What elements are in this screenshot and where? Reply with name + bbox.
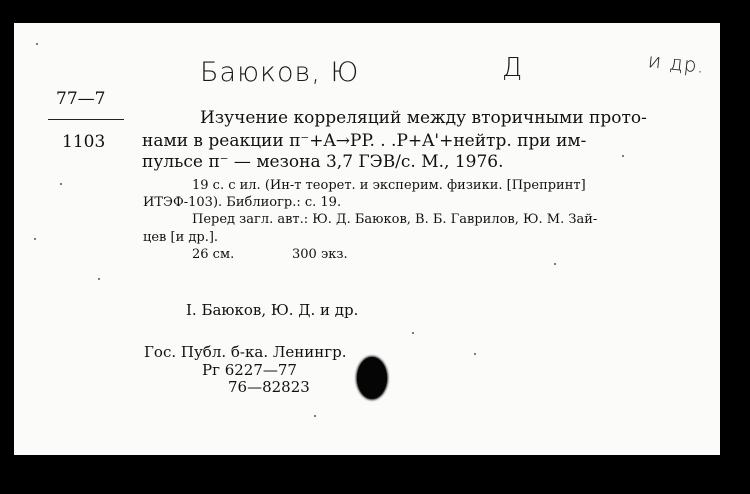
speck xyxy=(34,238,36,240)
title-line-3: пульсе π⁻ — мезона 3,7 ГЭВ/с. М., 1976. xyxy=(142,152,504,172)
details-line-2: ИТЭФ-103). Библиогр.: с. 19. xyxy=(143,195,342,210)
details-line-3: Перед загл. авт.: Ю. Д. Баюков, В. Б. Гаврилов, Ю. М. Зай- xyxy=(192,212,598,227)
speck xyxy=(412,332,414,334)
title-line-2: нами в реакции π⁻+A→PP. . .P+A'+нейтр. при им- xyxy=(142,131,587,151)
details-line-4: цев [и др.]. xyxy=(143,230,219,245)
copies: 300 экз. xyxy=(292,247,348,262)
speck xyxy=(36,43,38,45)
speck xyxy=(60,183,62,185)
details-line-1: 19 с. с ил. (Ин-т теорет. и эксперим. физики. [Препринт] xyxy=(192,178,586,193)
speck xyxy=(554,263,556,265)
call-number-top: 77—7 xyxy=(56,89,106,109)
handwritten-corner-note: и др. xyxy=(646,48,707,78)
library-number-1: Рг 6227—77 xyxy=(202,361,297,379)
library-name: Гос. Публ. б-ка. Ленингр. xyxy=(144,343,347,361)
ink-blot xyxy=(357,357,387,399)
tracing: I. Баюков, Ю. Д. и др. xyxy=(186,301,359,319)
handwritten-author: Баюков, Ю xyxy=(200,57,360,88)
handwritten-letter: Д xyxy=(502,53,524,83)
speck xyxy=(474,353,476,355)
size: 26 см. xyxy=(192,247,235,262)
speck xyxy=(98,278,100,280)
catalog-card xyxy=(14,23,720,455)
library-number-2: 76—82823 xyxy=(228,378,310,396)
title-line-1: Изучение корреляций между вторичными прото- xyxy=(200,108,647,128)
call-number-divider xyxy=(48,119,124,120)
speck xyxy=(314,415,316,417)
speck xyxy=(622,155,624,157)
call-number-bottom: 1103 xyxy=(62,132,106,152)
